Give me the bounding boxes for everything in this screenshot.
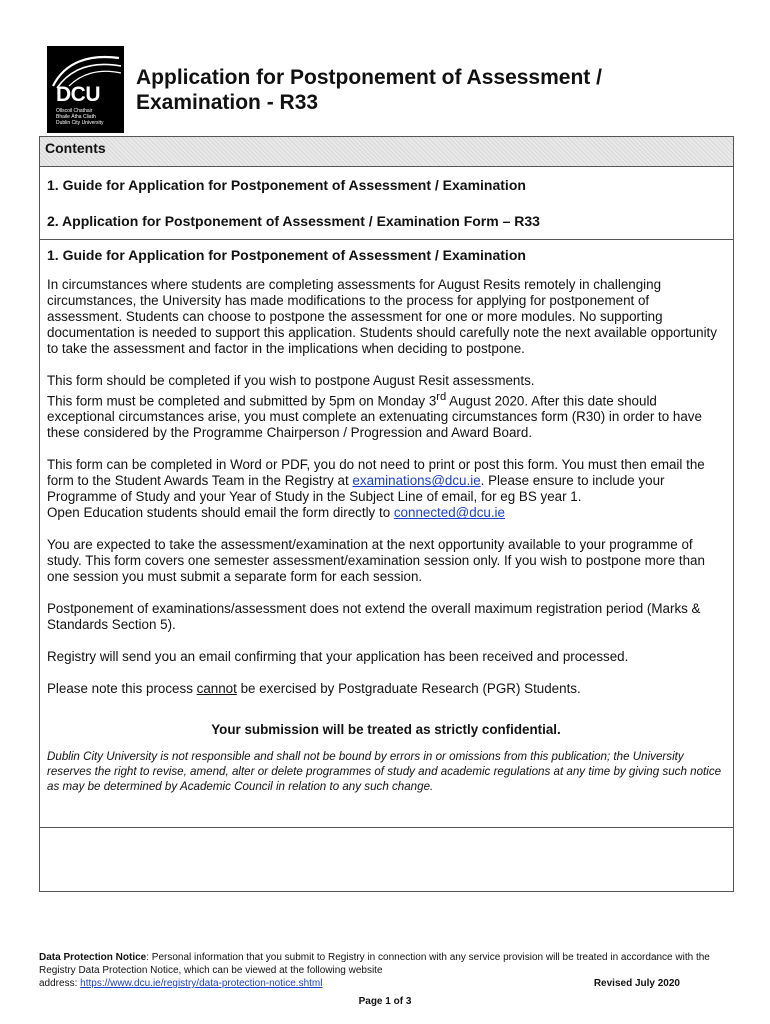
dp-label: Data Protection Notice	[39, 952, 147, 963]
guide-paragraph: In circumstances where students are completing assessments for August Resits remotely in challenging circumstances, the University has made modifications to the process for applying for postponement of assessment. Students can choose to postpone the assessment for one or more modules. No supporting documentation is needed to support this application. Students should carefully note the next available opportunity to take the assessment and factor in the implications when deciding to postpone.	[47, 277, 717, 356]
toc-item: 2. Application for Postponement of Assessment / Examination Form – R33	[47, 213, 540, 229]
page-number: Page 1 of 3	[358, 996, 412, 1007]
logo-subtitle: Dublin City University	[56, 120, 104, 126]
blank-box	[40, 828, 733, 891]
dp-text: : Personal information that you submit to Registry in connection with any service provision will be treated in accordance with the Registry Data Protection Notice, which can be viewed at the following website	[39, 952, 710, 976]
guide-paragraph-pgr	[47, 681, 725, 697]
data-protection-notice	[39, 951, 729, 990]
deadline-text: This form must be completed and submitted by 5pm on Monday 3	[47, 393, 437, 409]
document-frame	[39, 136, 734, 892]
connected-email-link[interactable]: connected@dcu.ie	[393, 505, 505, 521]
dp-address-label: address:	[39, 978, 81, 989]
toc-item: 1. Guide for Application for Postponement of Assessment / Examination	[47, 177, 526, 193]
guide-section	[40, 240, 733, 828]
table-of-contents	[40, 167, 733, 240]
logo-subtitle: Ollscoil Chathair	[56, 108, 93, 114]
title-line-1: Application for Postponement of Assessment /	[136, 66, 602, 89]
pgr-emphasis: cannot	[196, 681, 237, 697]
guide-paragraph: You are expected to take the assessment/examination at the next opportunity available to your programme of study. This form covers one semester assessment/examination session only. If you wish to postpone more than one session you must submit a separate form for each session.	[47, 537, 705, 585]
submission-text: This form can be completed in Word or PDF, you do not need to print or post this form. You must then email the form to the Student Awards Team in the Registry at	[47, 457, 705, 489]
open-education-text: Open Education students should email the form directly to	[47, 505, 394, 521]
date-suffix: rd	[436, 391, 447, 403]
deadline-text-cont: August 2020. After this date should exceptional circumstances arise, you must complete an extenuating circumstances form (R30) in order to have these considered by the Programme Chairperson / Progression and Award Board.	[47, 393, 702, 441]
logo-subtitle: Bhaile Átha Cliath	[56, 114, 96, 120]
pgr-text: Please note this process	[47, 681, 197, 697]
guide-heading: 1. Guide for Application for Postponement of Assessment / Examination	[47, 247, 526, 263]
pgr-text-cont: be exercised by Postgraduate Research (PGR) Students.	[236, 681, 581, 697]
contents-heading: Contents	[40, 137, 733, 167]
guide-paragraph: Registry will send you an email confirming that your application has been received and processed.	[47, 649, 629, 665]
confidential-notice: Your submission will be treated as strictly confidential.	[211, 722, 561, 738]
guide-paragraph-deadline	[47, 373, 725, 441]
disclaimer: Dublin City University is not responsible and shall not be bound by errors in or omissions from this publication; the University reserves the right to revise, amend, alter or delete programmes of study and academic regulations at any time by giving such notice as may be determined by Academic Council in relation to any such change.	[47, 750, 722, 794]
guide-paragraph-submission	[47, 457, 725, 521]
deadline-intro: This form should be completed if you wish to postpone August Resit assessments.	[47, 373, 535, 388]
page-title	[136, 65, 696, 115]
dp-address-row	[39, 977, 729, 990]
title-line-2: Examination - R33	[136, 91, 319, 114]
logo-wordmark: DCU	[56, 83, 100, 106]
data-protection-link[interactable]: https://www.dcu.ie/registry/data-protection-notice.shtml	[80, 978, 323, 989]
dcu-logo	[47, 46, 124, 133]
submission-text-cont: . Please ensure to include your Programme of Study and your Year of Study in the Subject Line of email, for eg BS year 1.	[47, 473, 665, 505]
revised-date: Revised July 2020	[593, 978, 680, 989]
guide-paragraph: Postponement of examinations/assessment does not extend the overall maximum registration period (Marks & Standards Section 5).	[47, 601, 701, 633]
examinations-email-link[interactable]: examinations@dcu.ie	[352, 473, 481, 489]
